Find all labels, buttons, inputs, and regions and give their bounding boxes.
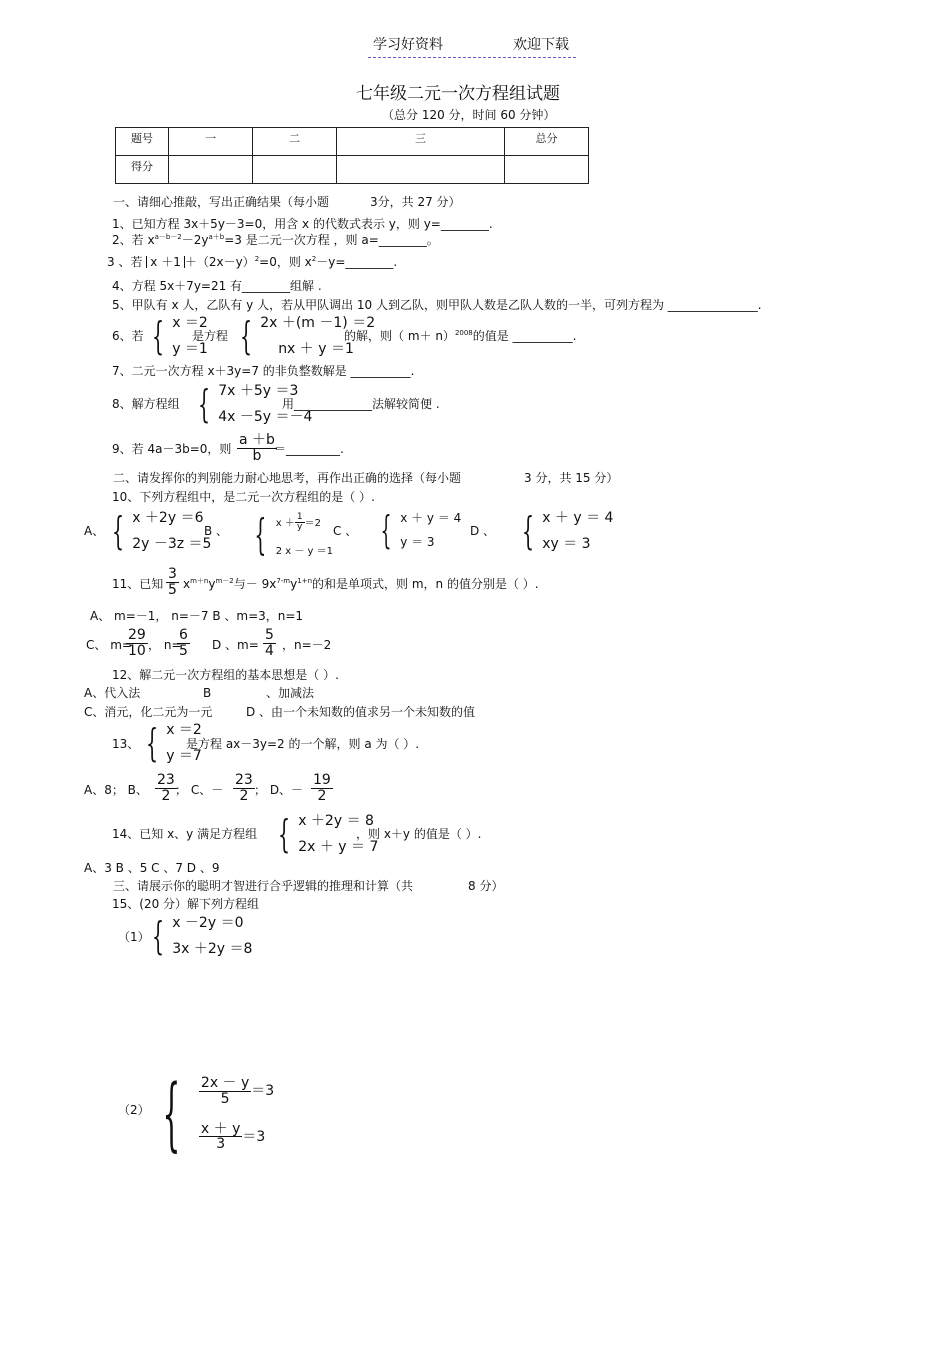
question-6-text: 是方程 xyxy=(192,329,229,343)
header-divider xyxy=(368,57,576,58)
question-6-label: 6、若 xyxy=(112,329,144,343)
question-6-system-1: { x ＝2 y ＝1 xyxy=(152,314,208,358)
question-12: 12、解二元一次方程组的基本思想是（ ）. xyxy=(112,668,339,682)
question-10-option-c-label: C 、 xyxy=(333,524,358,538)
question-13-system: { x ＝2 y ＝7 xyxy=(146,721,202,765)
question-10-option-b-label: B 、 xyxy=(204,524,229,538)
header-right: 欢迎下载 xyxy=(513,37,569,53)
question-13-label: 13、 xyxy=(112,737,140,751)
score-table xyxy=(115,127,589,184)
page-title: 七年级二元一次方程组试题 xyxy=(356,84,560,104)
brace-icon: { xyxy=(240,314,253,358)
brace-icon: { xyxy=(254,510,267,559)
score-header-cell: 总分 xyxy=(505,128,589,156)
question-13-option-b: $\frac{23}{2}$ xyxy=(157,772,175,804)
brace-icon: { xyxy=(278,812,291,856)
score-cell[interactable] xyxy=(505,156,589,184)
question-11-option-c-label: C、 m= xyxy=(86,638,132,652)
brace-icon: { xyxy=(522,509,535,553)
question-4: 4、方程 5x＋7y=21 有________组解 . xyxy=(112,279,322,293)
brace-icon: { xyxy=(380,508,392,552)
question-15-part-1-label: （1） xyxy=(118,930,150,944)
question-10-option-c-system: { x ＋ y ＝ 4 y ＝ 3 xyxy=(380,508,462,552)
question-11-option-c-n-label: ， n= xyxy=(148,638,182,652)
question-11-option-c-m: $\frac{29}{10}$ xyxy=(128,627,146,659)
brace-icon: { xyxy=(198,382,211,426)
score-cell[interactable] xyxy=(337,156,505,184)
score-header-cell: 二 xyxy=(253,128,337,156)
section-3-heading: 三、请展示你的聪明才智进行合乎逻辑的推理和计算（共 xyxy=(113,879,414,893)
question-15-part-2-system: { $\frac{2x - y}{5}$ ＝3 $\frac{x + y}{3}$ ＝3 xyxy=(162,1067,275,1160)
question-14-options: A、3 B 、5 C 、7 D 、9 xyxy=(84,861,220,875)
score-header-cell: 三 xyxy=(337,128,505,156)
question-1: 1、已知方程 3x＋5y－3=0，用含 x 的代数式表示 y，则 y=________. xyxy=(112,217,493,231)
question-7: 7、二元一次方程 x＋3y=7 的非负整数解是 __________. xyxy=(112,364,415,378)
section-1-heading: 一、请细心推敲，写出正确结果（每小题 xyxy=(113,195,330,209)
question-10: 10、下列方程组中，是二元一次方程组的是（ ）. xyxy=(112,490,375,504)
question-14-tail: ，则 x＋y 的值是（ ）. xyxy=(356,827,482,841)
question-12-option-c: C、消元，化二元为一元 xyxy=(84,705,213,719)
question-9-tail: ＝_________. xyxy=(274,442,344,456)
question-12-option-d: D 、由一个未知数的值求另一个未知数的值 xyxy=(246,705,476,719)
question-11-option-d-label: D 、m= xyxy=(212,638,259,652)
score-table-score-row xyxy=(116,156,589,184)
question-12-option-b-label: B xyxy=(203,686,212,700)
score-header-cell: 题号 xyxy=(116,128,169,156)
question-15-part-1-system: { x －2y ＝0 3x ＋2y ＝8 xyxy=(152,914,253,958)
section-1-heading-points: 3分，共 27 分） xyxy=(370,195,461,209)
question-15-part-2-label: （2） xyxy=(118,1103,150,1117)
question-11-option-d-n: ，n=－2 xyxy=(282,638,332,652)
page-subtitle: （总分 120 分，时间 60 分钟） xyxy=(382,108,556,122)
question-8-system: { 7x ＋5y ＝3 4x －5y ＝－4 xyxy=(198,382,313,426)
question-8-tail: 用_____________法解较简便 . xyxy=(282,397,440,411)
score-cell[interactable] xyxy=(169,156,253,184)
brace-icon: { xyxy=(146,721,159,765)
question-10-option-a-system: { x ＋2y ＝6 2y －3z ＝5 xyxy=(112,509,212,553)
question-14-system: { x ＋2y ＝ 8 2x ＋ y ＝ 7 xyxy=(278,812,379,856)
header-left: 学习好资料 xyxy=(373,37,443,53)
question-15: 15、(20 分）解下列方程组 xyxy=(112,897,260,911)
score-header-cell: 一 xyxy=(169,128,253,156)
question-13-tail: 是方程 ax－3y=2 的一个解，则 a 为（ ）. xyxy=(186,737,420,751)
brace-icon: { xyxy=(152,914,165,958)
section-2-heading-points: 3 分，共 15 分） xyxy=(524,471,619,485)
question-5: 5、甲队有 x 人，乙队有 y 人，若从甲队调出 10 人到乙队，则甲队人数是乙队人数的一半，可列方程为 _______________. xyxy=(112,298,762,312)
question-13-option-c-label: ； C、－ xyxy=(175,783,224,797)
brace-icon: { xyxy=(112,509,125,553)
question-13-option-c: $\frac{23}{2}$ xyxy=(235,772,253,804)
question-10-option-d-system: { x ＋ y ＝ 4 xy ＝ 3 xyxy=(522,509,614,553)
score-cell[interactable] xyxy=(253,156,337,184)
question-11-tail: $x^{m+n}y^{m-2}$与－ $9x^{7-m}y^{1+n}$的和是单项式，则 m，n 的值分别是（ ）. xyxy=(183,577,539,591)
question-11-option-d-m: $\frac{5}{4}$ xyxy=(265,627,274,659)
question-11-label: 11、已知 xyxy=(112,577,164,591)
question-10-option-b-system: { x ＋ $\frac{1}{y}$ ＝2 2 x － y ＝1 xyxy=(254,510,334,559)
score-row-label: 得分 xyxy=(116,156,169,184)
score-table-header-row xyxy=(116,128,589,156)
question-2: 2、若 $x^{a-b-2}-2y^{a+b}=3$ 是二元一次方程 ，则 a=________。 xyxy=(112,233,439,247)
question-13-option-a: A、8； B、 xyxy=(84,783,148,797)
question-9-label: 9、若 4a－3b=0，则 xyxy=(112,442,232,456)
question-9-fraction: $\frac{a +b}{b}$ xyxy=(239,432,275,464)
question-8-label: 8、解方程组 xyxy=(112,397,180,411)
section-3-heading-points: 8 分） xyxy=(468,879,504,893)
question-10-option-a-label: A、 xyxy=(84,524,105,538)
question-12-option-a: A、代入法 xyxy=(84,686,141,700)
question-14-label: 14、已知 x、y 满足方程组 xyxy=(112,827,258,841)
brace-icon: { xyxy=(162,1067,181,1160)
question-6-system-2: { 2x ＋(m －1) ＝2 nx ＋ y ＝1 xyxy=(240,314,376,358)
question-10-option-d-label: D 、 xyxy=(470,524,496,538)
question-6-tail: 的解，则（ m＋ n）$^{2008}$的值是 __________. xyxy=(344,329,577,343)
section-2-heading: 二、请发挥你的判别能力耐心地思考，再作出正确的选择（每小题 xyxy=(113,471,462,485)
question-11-option-c-n: $\frac{6}{5}$ xyxy=(179,627,188,659)
question-3: 3 、若 $x +1 +(2x-y)^2=0$，则 $x^2-y=\_\_\_\_\_\_\_\_$. xyxy=(107,255,398,269)
question-13-option-d-label: ； D、－ xyxy=(254,783,304,797)
brace-icon: { xyxy=(152,314,165,358)
question-12-option-b: 、加减法 xyxy=(266,686,315,700)
question-11-options-ab: A、 m=－1， n=－7 B 、m=3，n=1 xyxy=(90,609,304,623)
question-11-fraction: $\frac{3}{5}$ xyxy=(168,566,177,598)
question-13-option-d: $\frac{19}{2}$ xyxy=(313,772,331,804)
